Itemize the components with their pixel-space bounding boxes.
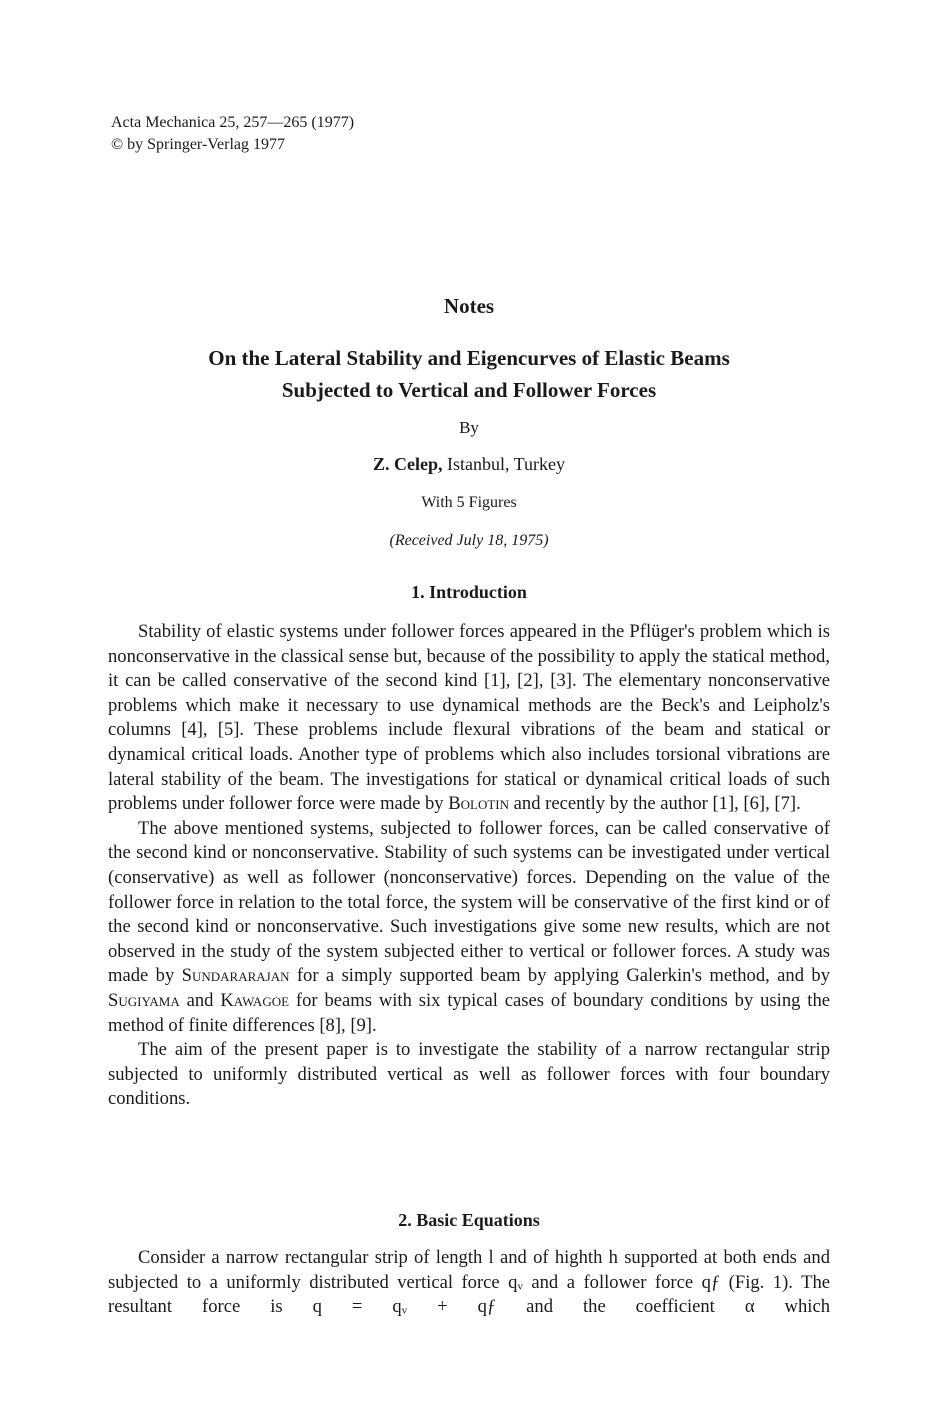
- title-line-1: On the Lateral Stability and Eigencurves of Elastic Beams: [208, 346, 730, 370]
- name-sundararajan: Sundararajan: [181, 965, 290, 987]
- intro-paragraph-3: The aim of the present paper is to investigate the stability of a narrow rectangular strip subjected to uniformly distributed vertical as well as follower forces with four boundary conditions.: [108, 1039, 830, 1110]
- journal-header: [111, 112, 354, 156]
- intro-heading: 1. Introduction: [411, 582, 527, 602]
- basic-equations-heading: 2. Basic Equations: [398, 1210, 540, 1230]
- received-date: (Received July 18, 1975): [389, 532, 549, 549]
- by-line: By: [459, 418, 479, 437]
- name-sugiyama: Sugiyama: [108, 989, 180, 1011]
- name-kawagoe: Kawagoe: [220, 989, 290, 1011]
- intro-paragraph-2: The above mentioned systems, subjected to follower forces, can be called conservative of the second kind or nonconservative. Stability of such systems can be investigated under vertical (conservative) as well as follower (nonconservative) forces. Depending on the value of the follower force in relation to the total force, the system will be conservative of the first kind or of the second kind or nonconservative. Such investigations give some new results, which are not observed in the study of the system subjected either to vertical or follower forces. A study was made by Sundararajan for a simply supported beam by applying Galerkin's method, and by Sugiyama and Kawagoe for beams with six typical cases of boundary conditions by using the method of finite differences [8], [9].: [108, 817, 830, 1036]
- paper-title: [0, 342, 938, 406]
- figures-note: With 5 Figures: [421, 494, 517, 511]
- author-line: [0, 454, 938, 475]
- basic-body: [108, 1246, 830, 1320]
- author-name: Z. Celep,: [372, 454, 443, 474]
- name-bolotin: Bolotin: [448, 793, 510, 815]
- copyright-line: © by Springer-Verlag 1977: [111, 136, 286, 153]
- basic-paragraph-1: Consider a narrow rectangular strip of length l and of highth h supported at both ends and subjected to a uniformly distributed vertical force qᵥ and a follower force qƒ (Fig. 1). The resultant force is q = qᵥ + qƒ and the coefficient α which: [108, 1247, 830, 1318]
- intro-paragraph-1: Stability of elastic systems under follower forces appeared in the Pflüger's problem which is nonconservative in the classical sense but, because of the possibility to apply the statical method, it can be called conservative of the second kind [1], [2], [3]. The elementary nonconservative problems which make it necessary to use dynamical methods are the Beck's and Leipholz's columns [4], [5]. These problems include flexural vibrations of the beam and statical or dynamical critical loads. Another type of problems which also includes torsional vibrations are lateral stability of the beam. The investigations for statical or dynamical critical loads of such problems under follower force were made by Bolotin and recently by the author [1], [6], [7].: [108, 621, 830, 815]
- title-line-2: Subjected to Vertical and Follower Forces: [281, 378, 657, 402]
- section-label: Notes: [443, 294, 495, 318]
- author-location: Istanbul, Turkey: [442, 454, 565, 474]
- intro-body: [108, 620, 830, 1112]
- journal-citation: Acta Mechanica 25, 257—265 (1977): [111, 114, 355, 131]
